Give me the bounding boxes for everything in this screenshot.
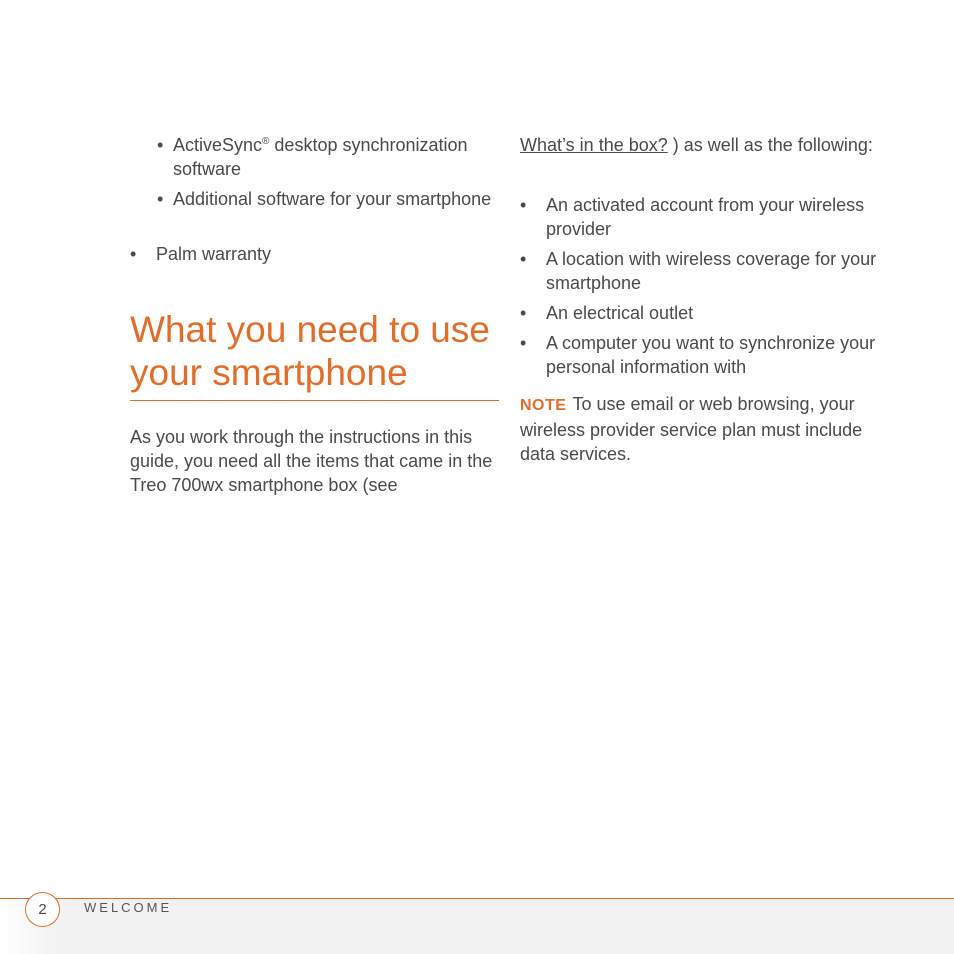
bullet-icon: • xyxy=(520,195,527,215)
registered-mark: ® xyxy=(262,136,270,147)
list-item-text: ActiveSync® desktop synchronization software xyxy=(173,135,468,179)
note-text: To use email or web browsing, your wireless provider service plan must include data services. xyxy=(520,394,863,464)
list-item-text: Palm warranty xyxy=(156,244,272,264)
continued-paragraph xyxy=(520,133,900,157)
list-item xyxy=(520,301,900,325)
list-item xyxy=(157,187,502,211)
list-item xyxy=(520,331,900,379)
list-item xyxy=(520,247,900,295)
list-item-text: A location with wireless coverage for your smartphone xyxy=(546,249,877,293)
footer-divider xyxy=(0,898,954,899)
sub-bullet-list xyxy=(157,133,502,217)
requirements-list xyxy=(520,193,900,385)
list-item xyxy=(157,133,502,181)
bullet-icon: • xyxy=(520,249,527,269)
bullet-icon: • xyxy=(157,189,164,209)
section-label: WELCOME xyxy=(84,900,173,915)
intro-paragraph: As you work through the instructions in this guide, you need all the items that came in the Treo 700wx smartphone box (see xyxy=(130,427,493,495)
list-item-text: Additional software for your smartphone xyxy=(173,189,492,209)
heading-divider xyxy=(130,400,499,401)
bullet-icon: • xyxy=(157,135,164,155)
list-item-text: An electrical outlet xyxy=(546,303,694,323)
paragraph-text: ) as well as the following: xyxy=(667,135,873,155)
list-item xyxy=(520,193,900,241)
bullet-icon: • xyxy=(520,303,527,323)
list-item-text: A computer you want to synchronize your personal information with xyxy=(546,333,876,377)
note-label: NOTE xyxy=(520,397,567,414)
page-number-badge xyxy=(25,892,60,927)
whats-in-the-box-link[interactable]: What’s in the box? xyxy=(520,135,668,155)
list-item xyxy=(130,242,500,266)
page-number: 2 xyxy=(38,901,47,918)
list-item-text: An activated account from your wireless provider xyxy=(546,195,865,239)
bullet-icon: • xyxy=(520,333,527,353)
section-heading: What you need to use your smartphone xyxy=(130,309,490,393)
bullet-list xyxy=(130,242,500,266)
note-paragraph xyxy=(520,392,900,466)
bullet-icon: • xyxy=(130,244,137,264)
